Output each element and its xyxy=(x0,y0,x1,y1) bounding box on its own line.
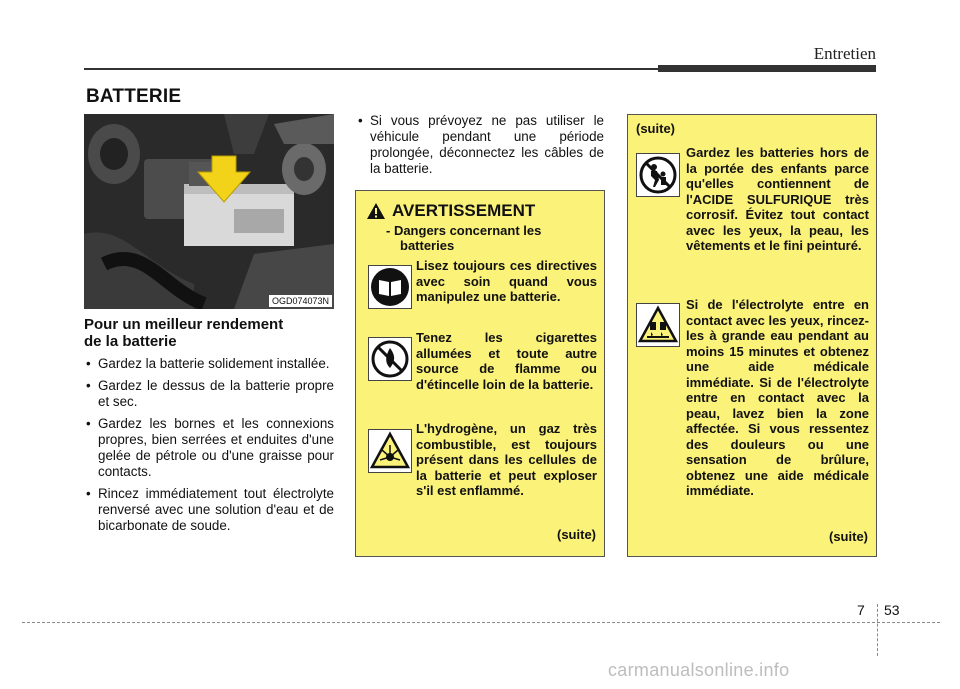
warning-subtitle xyxy=(386,223,596,253)
storage-list xyxy=(356,113,604,177)
subtitle-line-1: Pour un meilleur rendement xyxy=(84,316,284,333)
page-number: 53 xyxy=(884,602,900,618)
list-item: • Gardez la batterie solidement installée. xyxy=(84,356,334,372)
subtitle xyxy=(84,316,334,350)
maintenance-list xyxy=(84,356,334,534)
warning-triangle-icon xyxy=(366,202,386,220)
warning-text-3: L'hydrogène, un gaz très combustible, est toujours présent dans les cellules de la batterie et peut exploser s'il est enflammé. xyxy=(416,421,597,498)
warning-subtitle-line-2: batteries xyxy=(400,238,455,253)
no-flame-icon xyxy=(368,337,412,381)
list-item: • Gardez les bornes et les connexions propres, bien serrées et enduites d'une gelée de pétrole ou d'une graisse pour contacts. xyxy=(84,416,334,480)
header-title: Entretien xyxy=(813,44,876,63)
warning-subtitle-line-1: - Dangers concernant les xyxy=(386,223,542,238)
section-title: BATTERIE xyxy=(86,86,182,107)
header-bar xyxy=(658,65,876,72)
warning-box-1 xyxy=(355,190,605,557)
warning-text-2: Tenez les cigarettes allumées et toute autre source de flamme ou d'étincelle loin de la batterie. xyxy=(416,330,597,392)
footer-divider xyxy=(877,604,878,656)
watermark: carmanualsonline.info xyxy=(608,660,790,680)
left-column xyxy=(84,316,334,540)
warning-text-1: Lisez toujours ces directives avec soin quand vous manipulez une batterie. xyxy=(416,258,597,304)
corrosive-acid-icon xyxy=(636,303,680,347)
list-item: • Rincez immédiatement tout électrolyte renversé avec une solution d'eau et de bicarbonate de soude. xyxy=(84,486,334,534)
continued-label: (suite) xyxy=(557,527,596,542)
battery-photo xyxy=(84,114,334,309)
photo-code: OGD074073N xyxy=(269,295,332,307)
warning-header xyxy=(366,201,535,221)
engine-bay-illustration xyxy=(84,114,334,309)
footer-rule xyxy=(22,622,940,623)
warning-title: AVERTISSEMENT xyxy=(392,201,536,220)
explosion-hazard-icon xyxy=(368,429,412,473)
continued-label: (suite) xyxy=(829,529,868,544)
warning-text-5: Si de l'électrolyte entre en contact avec les yeux, rincez-les à grande eau pendant au moins 15 minutes et obtenez une aide médicale immédiate. Si de l'électrolyte entre en contact avec la peau, lavez bien la zone affectée. Si vous ressentez des douleurs ou une sensation de brûlure, obtenez une aide médicale immédiate. xyxy=(686,297,869,498)
warning-text-4: Gardez les batteries hors de la portée des enfants parce qu'elles contiennent de l'ACIDE SULFURIQUE très corrosif. Évitez tout contact avec les yeux, la peau, les vêtements et le fini peinturé. xyxy=(686,145,869,253)
continued-header: (suite) xyxy=(636,121,675,136)
list-item: • Gardez le dessus de la batterie propre et sec. xyxy=(84,378,334,410)
section-number: 7 xyxy=(857,602,865,618)
warning-box-2 xyxy=(627,114,877,557)
header-rule xyxy=(84,68,658,70)
subtitle-line-2: de la batterie xyxy=(84,333,177,350)
list-item: • Si vous prévoyez ne pas utiliser le véhicule pendant une période prolongée, déconnectez les câbles de la batterie. xyxy=(356,113,604,177)
middle-column-text xyxy=(356,113,604,183)
manual-book-icon xyxy=(368,265,412,309)
keep-away-children-icon xyxy=(636,153,680,197)
